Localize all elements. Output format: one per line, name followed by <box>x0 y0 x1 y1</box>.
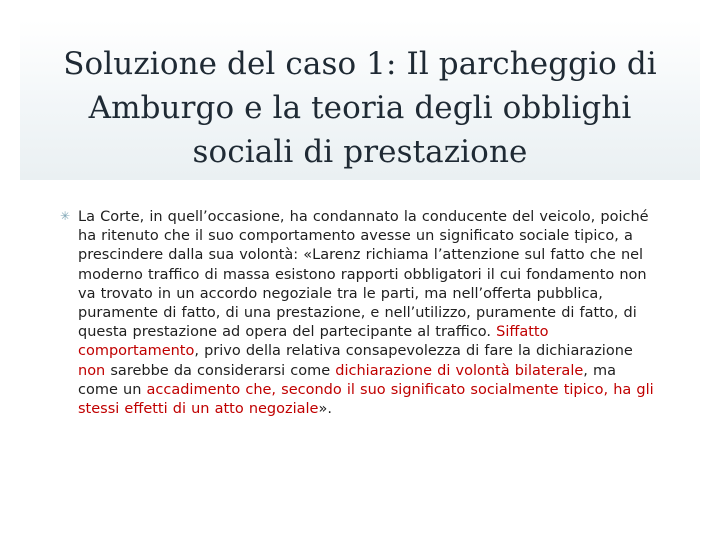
slide-body <box>60 208 658 419</box>
body-text: sarebbe da considerarsi come <box>105 362 336 379</box>
highlight-text: non <box>78 362 106 379</box>
body-text: , privo della relativa consapevolezza di fare la dichiarazione <box>194 343 633 360</box>
highlight-text: accadimento che, secondo il suo significato socialmente tipico, ha gli stessi effetti di un atto negoziale <box>78 381 654 418</box>
body-text: ». <box>318 401 332 418</box>
body-text: La Corte, in quell’occasione, ha condannato la conducente del veicolo, poiché ha ritenuto che il suo comportamento avesse un significato sociale tipico, a prescindere dalla sua volontà: «Larenz richiama l’attenzione sul fatto che nel moderno traffico di massa esistono rapporti obbligatori il cui fondamento non va trovato in un accordo negoziale tra le parti, ma nell’offerta pubblica, puramente di fatto, di una prestazione, e nell’utilizzo, puramente di fatto, di questa prestazione ad opera del partecipante al traffico. <box>78 209 649 341</box>
body-paragraph <box>78 208 658 419</box>
body-text: , ma come un <box>78 362 616 398</box>
slide-title: Soluzione del caso 1: Il parcheggio di Amburgo e la teoria degli obblighi sociali di prestazione <box>63 46 657 170</box>
bullet-icon: ✳ <box>60 209 71 223</box>
highlight-text: dichiarazione di volontà bilaterale <box>335 362 584 379</box>
highlight-text: Siffatto comportamento <box>78 324 549 360</box>
